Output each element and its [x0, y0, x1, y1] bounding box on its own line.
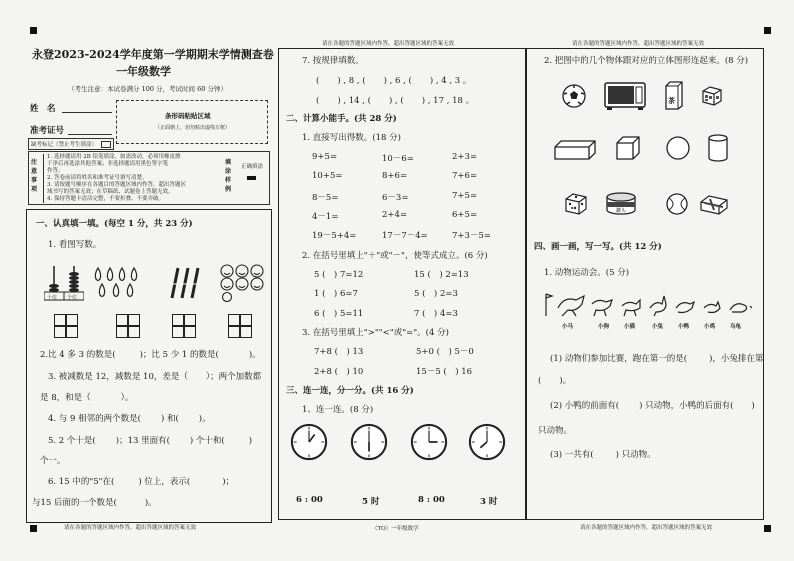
edge-note-top: 请在各题的答题区域内作答，超出答题区域的答案无效	[572, 41, 705, 47]
pears-image	[92, 264, 142, 300]
calc-cell: 7+6=	[452, 171, 478, 181]
fill-cell: 5 ( ) 2=3	[414, 289, 458, 299]
fill-correct: 正确填涂	[241, 164, 264, 170]
r2-line-2: 只动物。	[538, 426, 573, 436]
q6-line-2: 与15 后面的一个数是( )。	[32, 498, 157, 508]
abacus-ones-label: 个位	[67, 295, 78, 301]
sphere-shape	[666, 136, 690, 160]
section-2-title: 二、计算小能手。(共 28 分)	[286, 114, 397, 124]
seq-1: ( ) , 8 , ( ) , 6 , ( ) , 4 , 3 。	[316, 76, 472, 86]
cmp-cell: 2+8 ( ) 10	[314, 367, 364, 377]
corner-mark	[764, 525, 771, 532]
answer-grid-4[interactable]	[228, 314, 252, 338]
corner-mark	[764, 27, 771, 34]
fill-cell: 1 ( ) 6=7	[314, 289, 358, 299]
clock-face	[350, 423, 388, 461]
edge-note-bottom: 请在各题的答题区域内作答，超出答题区域的答案无效	[580, 525, 713, 531]
calc-cell: 2+4=	[382, 210, 408, 220]
r1-line: (1) 动物们参加比赛，跑在第一的是( )，小兔排在第	[550, 354, 764, 364]
microwave-image	[604, 82, 646, 110]
fill-cell: 15 ( ) 2=13	[414, 270, 469, 280]
name-field[interactable]	[62, 112, 112, 113]
clock-label: 8 : 00	[418, 495, 445, 505]
calc-cell: 2+3=	[452, 152, 478, 162]
can-label: 罐头	[616, 208, 627, 214]
answer-grid-3[interactable]	[172, 314, 196, 338]
cmp-cell: 7+8 ( ) 13	[314, 347, 364, 357]
corner-mark	[30, 27, 37, 34]
c1-text: 1. 直接写出得数。(18 分)	[302, 133, 401, 143]
note-line: 作答。	[47, 168, 64, 174]
ticket-field[interactable]	[68, 134, 112, 135]
animal-label: 小狗	[598, 324, 610, 330]
section-1-title: 一、认真填一填。(每空 1 分，共 23 分)	[36, 219, 193, 229]
calc-cell: 8－5=	[312, 193, 339, 203]
notes-list	[43, 154, 217, 203]
q3-line: 3. 被减数是 12，减数是 10，差是（ ）；两个加数都	[48, 372, 262, 382]
notes-label: 注意事项	[31, 159, 38, 193]
barcode-note: （正面朝上，切勿贴出虚线方框）	[155, 125, 231, 131]
fill-cell: 7 ( ) 4=3	[414, 309, 458, 319]
barcode-title: 条形码粘贴区域	[165, 112, 211, 120]
animal-label: 小猫	[624, 324, 636, 330]
cmp-cell: 15－5 ( ) 16	[416, 367, 473, 377]
calc-cell: 4－1=	[312, 212, 339, 222]
answer-grid-1[interactable]	[54, 314, 78, 338]
clock-label: 5 时	[362, 497, 380, 507]
calc-cell: 10+5=	[312, 171, 343, 181]
clock-face	[290, 423, 328, 461]
sticks-image	[168, 266, 202, 300]
animal-label: 小兔	[652, 324, 664, 330]
exam-title: 永登2023-2024学年度第一学期期末学情测查卷	[32, 48, 274, 61]
exam-info: （考生注意：本试卷满分 100 分，考试时间 60 分钟）	[68, 85, 227, 93]
note-line: 1. 选择题请用 2B 铅笔填涂，如需改动，必须用橡皮擦	[47, 154, 181, 160]
c2-text: 2. 在括号里填上"＋"或"－"，使等式成立。(6 分)	[302, 251, 488, 261]
r1-line-2: ( )。	[538, 376, 572, 386]
r2-line: (2) 小鸭的前面有( ) 只动物，小鸭的后面有( )	[550, 401, 755, 411]
absent-label: 缺考标记（禁止考生填涂）	[31, 142, 98, 148]
football-image	[562, 84, 586, 108]
calc-cell: 7+3－5=	[452, 231, 491, 241]
clock-label: 6 : 00	[296, 495, 323, 505]
note-line: 干净后再选涂其他答案；非选择题请用黑色签字笔	[47, 161, 169, 167]
calc-cell: 19－5+4=	[312, 231, 357, 241]
middle-page	[270, 0, 532, 561]
clock-label: 3 时	[480, 497, 498, 507]
subject-title: 一年级数学	[116, 65, 171, 78]
animal-label: 小马	[562, 324, 574, 330]
seq-2: ( ) , 14 , ( ) , ( ) , 17 , 18 。	[316, 96, 475, 106]
clock-face	[410, 423, 448, 461]
fill-label: 填涂样例	[225, 159, 232, 193]
dice-image	[564, 192, 588, 216]
calc-cell: 6－3=	[382, 193, 409, 203]
q1-text: 1. 看图写数。	[48, 240, 102, 250]
ticket-label: 准考证号	[30, 126, 65, 136]
answer-grid-2[interactable]	[116, 314, 140, 338]
clock-face	[468, 423, 506, 461]
q5-line-2: 个一。	[40, 456, 66, 466]
right-q2: 2. 把图中的几个物体跟对应的立体图形连起来。(8 分)	[544, 56, 749, 66]
animal-label: 小鸡	[704, 324, 716, 330]
r3-line: (3) 一共有( ) 只动物。	[550, 450, 656, 460]
fill-cell: 6 ( ) 5=11	[314, 309, 364, 319]
c3-text: 3. 在括号里填上">""<"或"="。(4 分)	[302, 328, 449, 338]
fill-sample	[247, 176, 256, 180]
q6-line: 6. 15 中的"5"在( ) 位上，表示( )；	[48, 477, 235, 487]
calc-cell: 8+6=	[382, 171, 408, 181]
q3-line-2: 是 8，和是（ ）。	[40, 393, 134, 403]
barcode-area	[116, 100, 268, 144]
calc-cell: 6+5=	[452, 210, 478, 220]
q5-line: 5. 2 个十是( )；13 里面有( ) 个十和( )	[48, 436, 253, 446]
fill-cell: 5 ( ) 7=12	[314, 270, 364, 280]
rubik-cube-image	[700, 84, 724, 108]
footer-label: （TO）一年级数学	[372, 526, 419, 532]
l1-text: 1、连一连。(8 分)	[302, 405, 374, 415]
a1-text: 1. 动物运动会。(5 分)	[544, 268, 630, 278]
absent-checkbox[interactable]	[101, 141, 111, 148]
note-line: 3. 请按题号顺序在各题目的答题区域内作答，超出答题区	[47, 182, 186, 188]
edge-note-bottom: 请在各题的答题区域内作答，超出答题区域的答案无效	[64, 525, 197, 531]
cmp-cell: 5+0 ( ) 5－0	[416, 347, 474, 357]
gift-box-image	[700, 194, 728, 216]
animal-label: 小鸭	[678, 324, 690, 330]
section-4-title: 四、画一画，写一写。(共 12 分)	[534, 242, 662, 252]
smileys-image	[220, 264, 264, 302]
cube-shape	[616, 136, 640, 160]
calc-cell: 17－7－4=	[382, 231, 428, 241]
section-3-title: 三、连一连，分一分。(共 16 分)	[286, 386, 414, 396]
animal-race-image	[542, 290, 752, 320]
animal-label: 乌龟	[730, 324, 742, 330]
cuboid-shape	[554, 140, 596, 160]
tea-label: 茶	[668, 96, 675, 105]
calc-cell: 9+5=	[312, 152, 338, 162]
q2-line: 2.比 4 多 3 的数是( )；比 5 少 1 的数是( )。	[40, 350, 261, 360]
corner-mark	[30, 525, 37, 532]
q4-line: 4. 与 9 相邻的两个数是( ) 和( )。	[48, 414, 211, 424]
left-page	[20, 0, 282, 561]
abacus-tens-label: 十位	[47, 295, 58, 301]
abacus	[44, 262, 84, 302]
calc-cell: 7+5=	[452, 191, 478, 201]
q7-text: 7. 按规律填数。	[302, 56, 364, 66]
note-line: 域书写的答案无效；在草稿纸、试题卷上答题无效。	[47, 189, 174, 195]
right-page	[520, 0, 782, 561]
note-line: 4. 保持答题卡清洁完整，不要折叠、不要弄破。	[47, 196, 164, 202]
calc-cell: 10－6=	[382, 154, 414, 164]
cylinder-shape	[708, 134, 728, 162]
edge-note-top: 请在各题的答题区域内作答，超出答题区域的答案无效	[322, 41, 455, 47]
notes-box	[28, 151, 270, 205]
ball-image	[666, 193, 688, 215]
name-label: 姓 名	[30, 104, 56, 114]
note-line: 2. 答卷前请将姓名和准考证号填写清楚。	[47, 175, 148, 181]
absent-box	[28, 138, 114, 150]
